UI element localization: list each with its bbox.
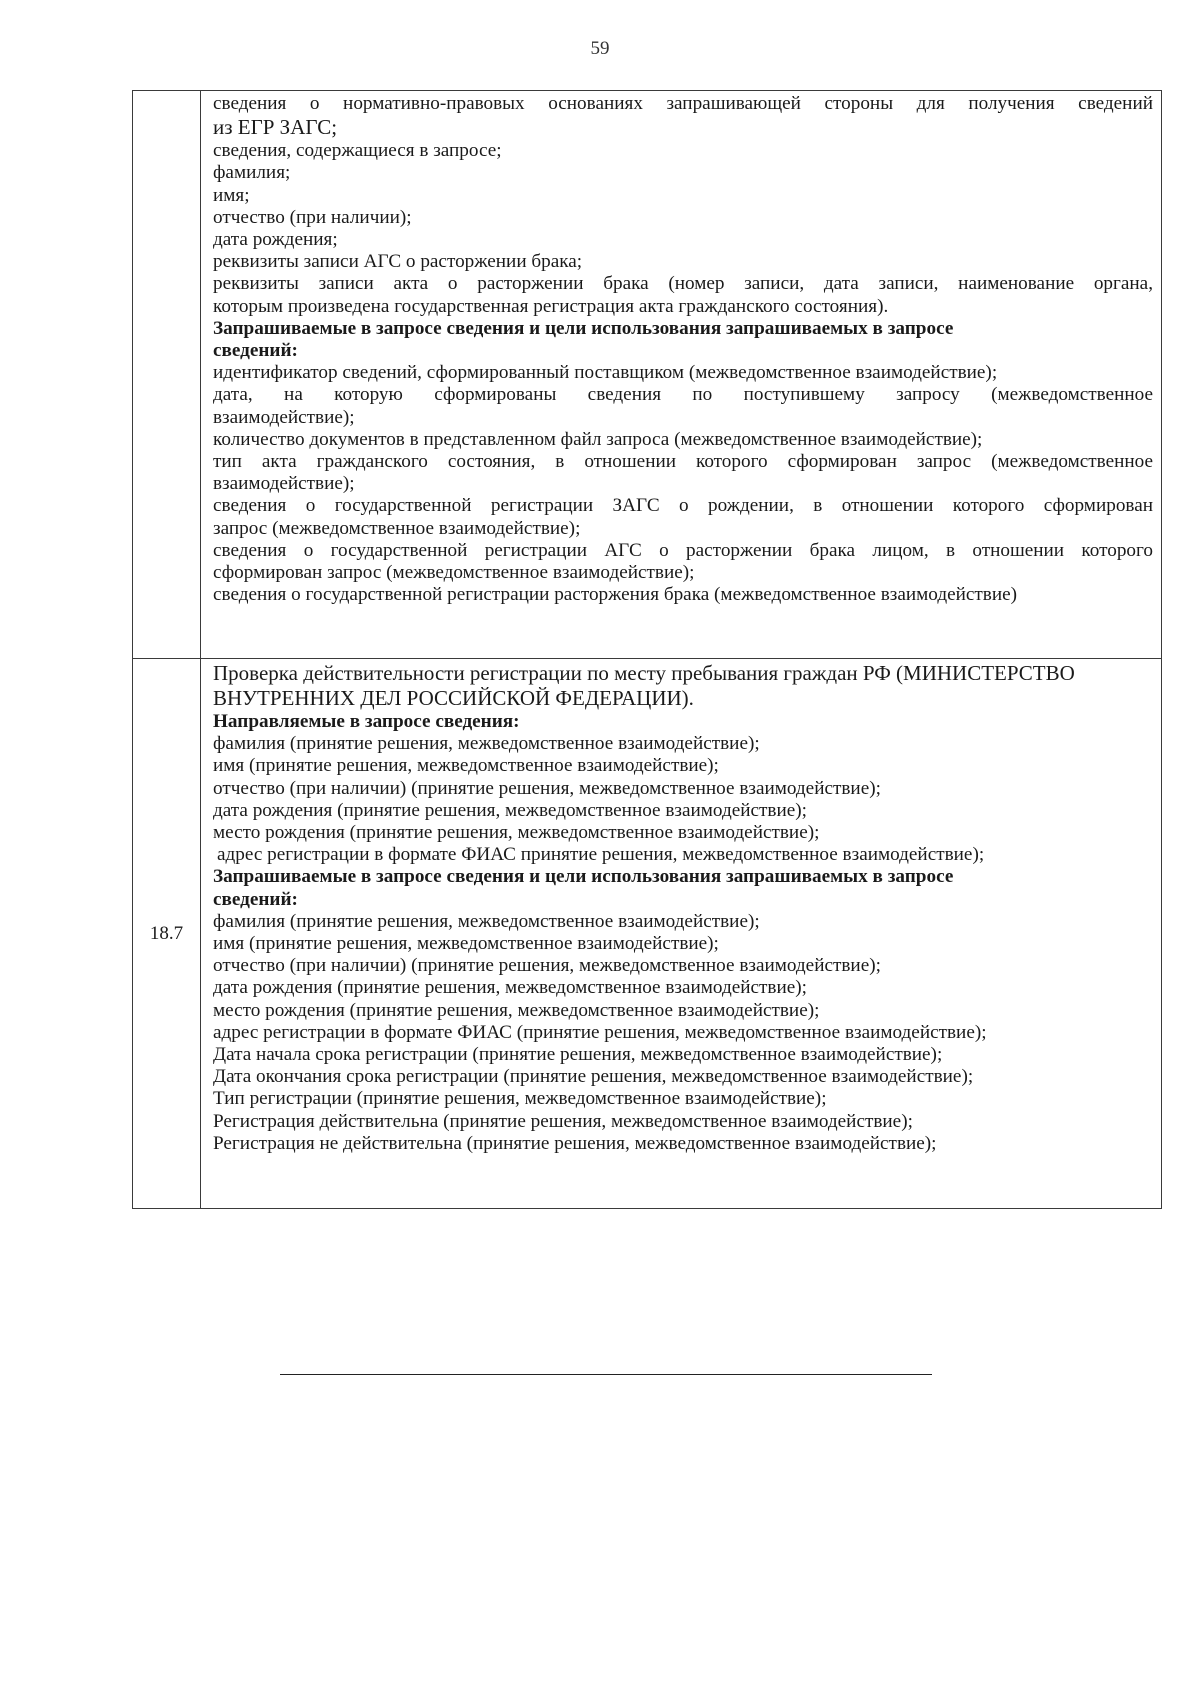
text-line: Дата окончания срока регистрации (принятие решения, межведомственное взаимодействие); (213, 1066, 974, 1088)
text-line: дата, на которую сформированы сведения по поступившему запросу (межведомственное (213, 384, 1153, 406)
text-line: имя (принятие решения, межведомственное взаимодействие); (213, 755, 719, 777)
text-line: сведения о государственной регистрации расторжения брака (межведомственное взаимодействие) (213, 584, 1018, 606)
text-line: сведения о государственной регистрации ЗАГС о рождении, в отношении которого сформирован (213, 495, 1153, 517)
row-number-cell (133, 91, 201, 659)
text-line: отчество (при наличии) (принятие решения, межведомственное взаимодействие); (213, 777, 881, 799)
text-line: имя; (213, 184, 250, 206)
section-heading-line: сведений: (213, 340, 298, 362)
section-heading-line: Направляемые в запросе сведения: (213, 711, 520, 732)
text-line: Регистрация действительна (принятие решения, межведомственное взаимодействие); (213, 1110, 913, 1132)
text-line: имя (принятие решения, межведомственное взаимодействие); (213, 933, 719, 955)
text-line: отчество (при наличии); (213, 206, 412, 228)
row-content-cell (201, 659, 1162, 1209)
requirements-table (132, 90, 1162, 1209)
text-line: фамилия (принятие решения, межведомственное взаимодействие); (213, 733, 760, 755)
text-line: Тип регистрации (принятие решения, межведомственное взаимодействие); (213, 1088, 827, 1110)
text-line: реквизиты записи АГС о расторжении брака; (213, 251, 583, 273)
table-row (133, 91, 1162, 659)
text-line: взаимодействие); (213, 406, 355, 428)
text-line: Дата начала срока регистрации (принятие решения, межведомственное взаимодействие); (213, 1044, 943, 1066)
text-line: сведения о нормативно-правовых основаниях запрашивающей стороны для получения сведений (213, 93, 1153, 114)
page-number: 59 (590, 38, 610, 59)
text-line: которым произведена государственная регистрация акта гражданского состояния). (213, 295, 889, 317)
text-line: отчество (при наличии) (принятие решения, межведомственное взаимодействие); (213, 955, 881, 977)
text-line: Проверка действительности регистрации по месту пребывания граждан РФ (МИНИСТЕРСТВО (213, 661, 1075, 685)
text-line: адрес регистрации в формате ФИАС принятие решения, межведомственное взаимодействие); (217, 844, 985, 866)
text-line: дата рождения (принятие решения, межведомственное взаимодействие); (213, 977, 807, 999)
text-line: Регистрация не действительна (принятие решения, межведомственное взаимодействие); (213, 1132, 937, 1154)
text-line: идентификатор сведений, сформированный поставщиком (межведомственное взаимодействие); (213, 362, 998, 384)
text-line: сведения, содержащиеся в запросе; (213, 140, 502, 162)
section-heading-line: Запрашиваемые в запросе сведения и цели использования запрашиваемых в запросе (213, 317, 954, 339)
text-line: количество документов в представленном файл запроса (межведомственное взаимодействие); (213, 428, 983, 450)
text-line: адрес регистрации в формате ФИАС (принятие решения, межведомственное взаимодействие); (213, 1021, 987, 1043)
text-line: ВНУТРЕННИХ ДЕЛ РОССИЙСКОЙ ФЕДЕРАЦИИ). (213, 686, 694, 710)
text-line: из ЕГР ЗАГС; (213, 115, 338, 140)
text-line: реквизиты записи акта о расторжении брака (номер записи, дата записи, наименование органа, (213, 273, 1153, 295)
row-number-cell: 18.7 (133, 659, 201, 1209)
text-line: фамилия (принятие решения, межведомственное взаимодействие); (213, 910, 760, 932)
section-heading-line: сведений: (213, 888, 298, 910)
row-content-cell (201, 91, 1162, 659)
text-line: место рождения (принятие решения, межведомственное взаимодействие); (213, 999, 820, 1021)
section-heading-line: Запрашиваемые в запросе сведения и цели использования запрашиваемых в запросе (213, 866, 954, 888)
text-line: фамилия; (213, 162, 291, 184)
text-line: запрос (межведомственное взаимодействие); (213, 517, 581, 539)
text-line: дата рождения (принятие решения, межведомственное взаимодействие); (213, 799, 807, 821)
text-line: взаимодействие); (213, 473, 355, 495)
end-separator-line (280, 1374, 932, 1375)
text-line: сведения о государственной регистрации АГС о расторжении брака лицом, в отношении которого (213, 539, 1153, 561)
text-line: тип акта гражданского состояния, в отношении которого сформирован запрос (межведомственное (213, 451, 1153, 473)
text-line: дата рождения; (213, 229, 338, 251)
text-line: сформирован запрос (межведомственное взаимодействие); (213, 562, 695, 584)
text-line: место рождения (принятие решения, межведомственное взаимодействие); (213, 822, 820, 844)
table-row (133, 659, 1162, 1209)
